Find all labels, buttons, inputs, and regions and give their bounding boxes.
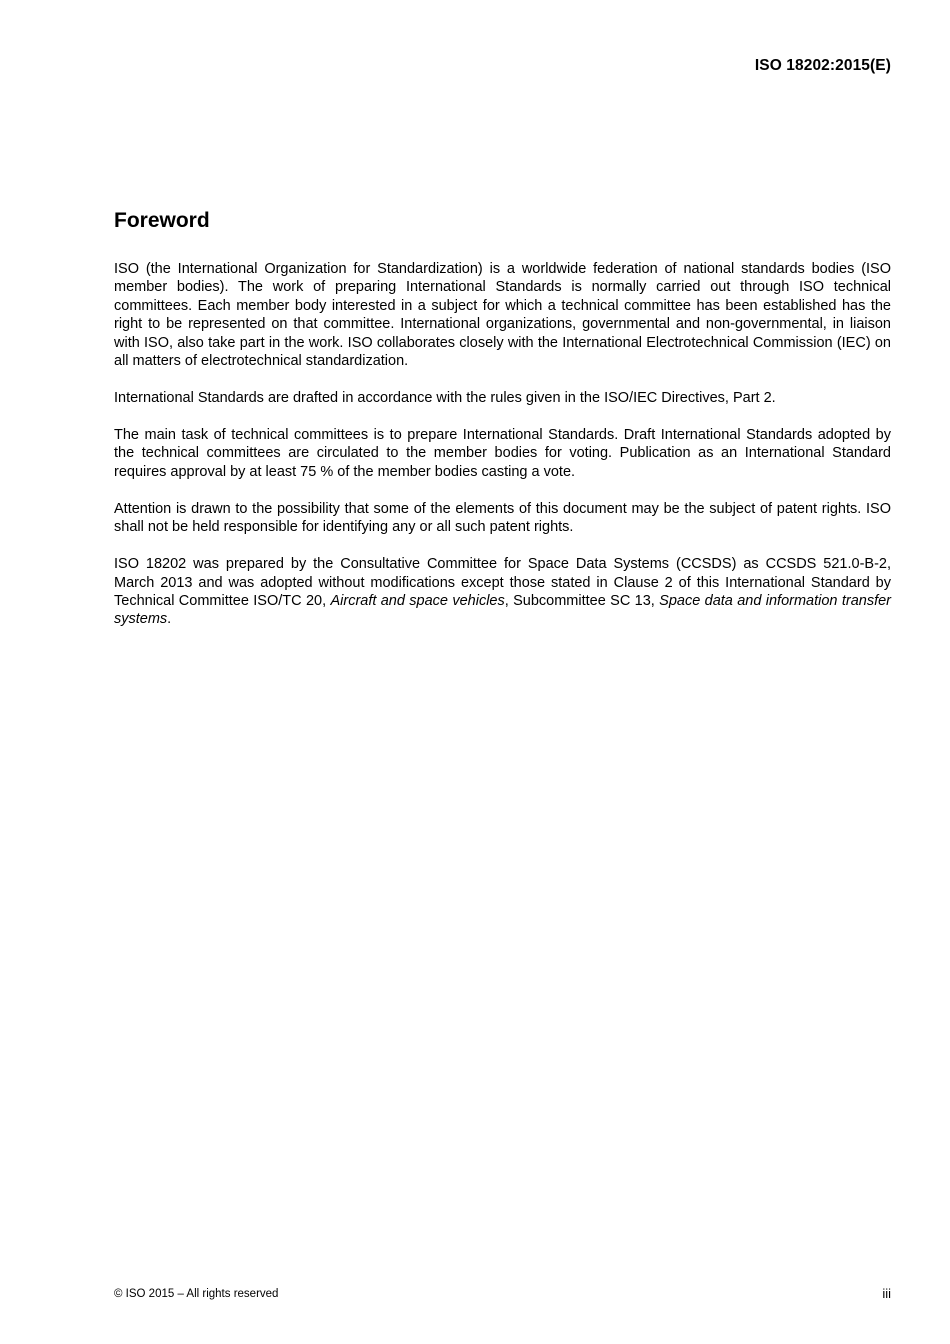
foreword-heading: Foreword: [114, 209, 210, 232]
subcommittee-name-italic: Space data and information transfer systems: [114, 593, 892, 628]
paragraph-patent-rights: Attention is drawn to the possibility that some of the elements of this document may be the subject of patent rights. ISO shall not be held responsible for identifying any or all such patent rights.: [114, 500, 891, 536]
paragraph-directives: International Standards are drafted in accordance with the rules given in the ISO/IEC Directives, Part 2.: [114, 390, 776, 407]
foreword-body: [114, 260, 891, 647]
page-number: iii: [882, 1286, 891, 1301]
preparation-text-3: .: [167, 611, 172, 628]
document-identifier: ISO 18202:2015(E): [754, 57, 891, 74]
paragraph-technical-committees: The main task of technical committees is to prepare International Standards. Draft International Standards adopted by the technical committees are circulated to the member bodies for voting. Publication as an International Standard requires approval by at least 75 % of the member bodies casting a vote.: [114, 427, 891, 480]
committee-name-italic: Aircraft and space vehicles: [330, 593, 505, 610]
paragraph-preparation: [114, 555, 891, 629]
preparation-text-1: ISO 18202 was prepared by the Consultative Committee for Space Data Systems (CCSDS) as CCSDS 521.0-B-2, March 2013 and was adopted without modifications except those stated in Clause 2 of this International Standard by Technical Committee ISO/TC 20,: [114, 556, 891, 610]
paragraph-iso-description: ISO (the International Organization for Standardization) is a worldwide federation of national standards bodies (ISO member bodies). The work of preparing International Standards is normally carried out through ISO technical committees. Each member body interested in a subject for which a technical committee has been established has the right to be represented on that committee. International organizations, governmental and non-governmental, in liaison with ISO, also take part in the work. ISO collaborates closely with the International Electrotechnical Commission (IEC) on all matters of electrotechnical standardization.: [114, 261, 891, 370]
preparation-text-2: , Subcommittee SC 13,: [504, 593, 660, 610]
footer-copyright: © ISO 2015 – All rights reserved: [114, 1288, 279, 1300]
